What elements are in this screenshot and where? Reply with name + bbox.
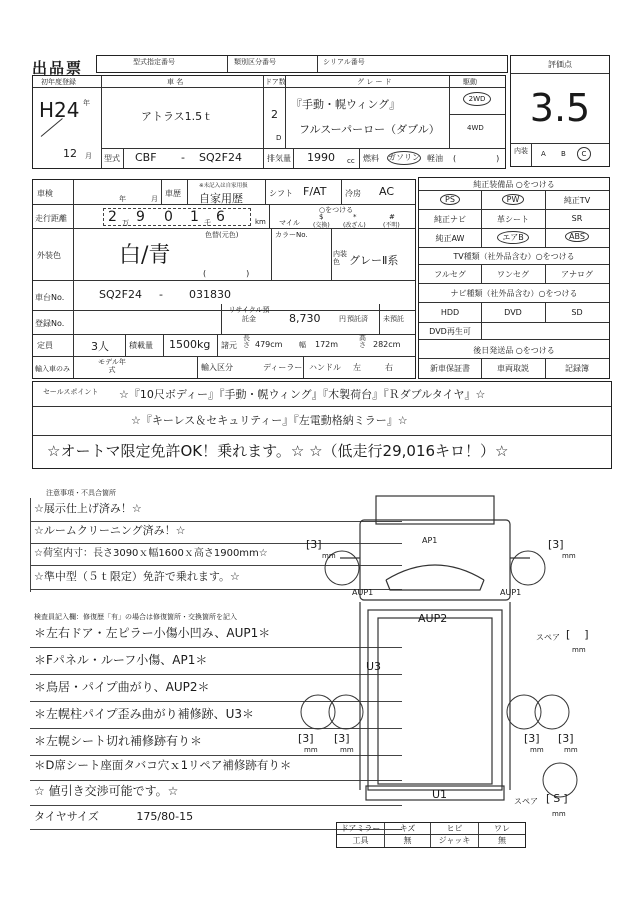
width-value: 172m <box>315 340 339 349</box>
capacity-label: 定員 <box>37 341 53 350</box>
handle-label: ハンドル <box>309 363 341 372</box>
recycle-deposited: 預託済 <box>347 315 368 323</box>
score-value: 3.5 <box>529 86 591 130</box>
tv-analog: アナログ <box>561 270 593 279</box>
grade-line2: フルスーパーロー（ダブル） <box>299 123 440 136</box>
load-value: 1500kg <box>169 338 211 351</box>
inspector-label: 検査員記入欄：修復歴「有」の場合は修復箇所・交換箇所を記入 <box>34 613 237 621</box>
sales-line-1: ☆『10尺ボディー』『手動・幌ウィング』『木製荷台』『Ｒダブルタイヤ』☆ <box>119 388 486 401</box>
history-value: 自家用歴 <box>199 192 243 205</box>
spare-value-1: [ ] <box>566 628 589 641</box>
later-title: 後日発送品 ○をつける <box>473 346 555 355</box>
model-year-label: モデル年式 <box>98 358 126 374</box>
tools-cell: ジャッキ <box>431 835 479 847</box>
model-row <box>101 148 505 168</box>
mileage-circle-note: ○をつける <box>319 206 354 214</box>
dims-label: 諸元 <box>221 341 237 350</box>
mileage-digit: 9 <box>136 209 145 225</box>
tv-title: TV種類（社外品含む）○をつける <box>453 252 575 261</box>
mm-unit: mm <box>340 746 354 754</box>
mileage-label: 走行距離 <box>35 214 67 223</box>
ac-value: AC <box>379 185 395 198</box>
mileage-digit: 2 <box>108 209 117 225</box>
color-original-label: 色替(元色) <box>205 231 239 239</box>
interior-color-value: グレーⅡ系 <box>349 254 399 267</box>
equip-leather: 革シート <box>497 215 529 224</box>
inspector-item: ☆ 値引き交渉可能です。☆ <box>30 782 402 806</box>
sales-line-2: ☆『キーレス＆セキュリティー』『左電動格納ミラー』☆ <box>131 414 408 427</box>
diag-u1: U1 <box>432 788 448 801</box>
dash-line <box>386 580 484 590</box>
car-name-label: 車 名 <box>167 78 184 86</box>
first-reg-year: H24 <box>39 98 80 122</box>
inspector-item: ＊D席シート座面タバコ穴ｘ1リペア補修跡有り＊ <box>30 757 402 781</box>
sales-points-label: セールスポイント <box>43 388 99 396</box>
grade-line1: 『手動・幌ウィング』 <box>291 98 401 111</box>
tools-header: ワレ <box>494 824 510 833</box>
fuel-diesel: 軽油 <box>427 154 443 163</box>
tire-size: 175/80-15 <box>136 810 194 823</box>
drive-4wd: 4WD <box>467 124 484 132</box>
equip-ps: PS <box>440 194 460 205</box>
height-value: 282cm <box>373 340 401 349</box>
later-warranty: 新車保証書 <box>430 364 470 373</box>
mileage-box <box>103 208 251 226</box>
nav-title: ナビ種類（社外品含む）○をつける <box>450 289 578 298</box>
note-item: ☆荷室内寸：長さ3090ｘ幅1600ｘ高さ1900mm☆ <box>30 544 402 566</box>
equip-nav: 純正ナビ <box>434 215 466 224</box>
tread-rear-right-inner: [3] <box>524 732 540 745</box>
color-paren: ( ) <box>203 269 250 278</box>
tire-rear-right-outer <box>535 695 569 729</box>
drive-label: 駆動 <box>463 78 477 86</box>
doors-label: ドア数 <box>265 78 286 86</box>
later-manual: 車両取説 <box>497 364 529 373</box>
equipment-title: 純正装備品 ○をつける <box>473 180 555 189</box>
tools-header: ヒビ <box>431 823 479 834</box>
nav-sd: SD <box>571 308 583 317</box>
sales-points-box <box>32 381 612 469</box>
history-label: 車歴 <box>165 189 181 198</box>
width-label: 幅 <box>299 341 306 349</box>
cab-outline <box>360 520 510 600</box>
mileage-opt-exchange-note: (交換) <box>313 222 330 229</box>
nav-dvd: DVD <box>504 308 522 317</box>
interior-label: 内装 <box>514 147 528 155</box>
inspection-label: 車検 <box>37 189 53 198</box>
cargo-bed-outline <box>368 610 502 790</box>
notes-label: 注意事項・不具合箇所 <box>46 489 116 497</box>
mileage-digit: 0 <box>164 209 173 225</box>
capacity-value: 3人 <box>91 340 109 353</box>
specs-grid <box>32 179 416 379</box>
doors-value: 2 <box>271 108 278 121</box>
fuel-gasoline: ガソリン <box>387 151 421 165</box>
tread-front-left: [3] <box>306 538 322 551</box>
chassis-model: SQ2F24 <box>99 288 142 301</box>
recycle-value: 8,730 <box>289 312 321 325</box>
mileage-opt-unknown-note: (不明) <box>383 222 400 229</box>
mileage-digit: 1 <box>190 209 199 225</box>
registration-label: 登録No. <box>35 319 65 328</box>
length-value: 479cm <box>255 340 283 349</box>
tools-cell: 工具 <box>337 835 385 847</box>
note-item: ☆ルームクリーニング済み！☆ <box>30 522 402 544</box>
tire-rear-left-inner <box>329 695 363 729</box>
color-code-label: カラーNo. <box>275 231 308 239</box>
mileage-unit: km <box>255 218 266 226</box>
spare-label: スペア <box>514 797 538 806</box>
equipment-panel <box>418 177 610 379</box>
tire-label: タイヤサイズ <box>34 810 99 823</box>
mileage-opt-exchange: $ <box>319 213 324 221</box>
mm-unit: mm <box>564 746 578 754</box>
inspection-year-unit: 年 <box>119 195 126 203</box>
fuel-other: ( ) <box>453 154 500 163</box>
inspector-item: ＊左幌シート切れ補修跡有り＊ <box>30 732 402 756</box>
doors-suffix: D <box>276 134 282 142</box>
model-type-no-label: 型式指定番号 <box>133 58 175 66</box>
diag-ap1: AP1 <box>422 536 438 545</box>
inspection-month-unit: 月 <box>151 195 158 203</box>
mm-unit: mm <box>304 746 318 754</box>
sales-line-3: ☆オートマ限定免許OK！乗れます。☆ ☆（低走行29,016キロ！）☆ <box>47 442 509 460</box>
equip-tv: 純正TV <box>563 196 591 205</box>
load-label: 積載量 <box>129 341 153 350</box>
inspector-item: ＊左幌柱パイプ歪み曲がり補修跡、U3＊ <box>30 705 402 729</box>
diag-u3: U3 <box>366 660 382 673</box>
month-unit: 月 <box>85 152 92 160</box>
score-box <box>510 55 610 167</box>
tire-front-right <box>511 551 545 585</box>
tread-rear-right-outer: [3] <box>558 732 574 745</box>
mm-unit: mm <box>562 552 576 560</box>
serial-label: シリアル番号 <box>323 58 365 66</box>
mm-unit: mm <box>322 552 336 560</box>
year-unit: 年 <box>83 99 90 107</box>
grade-label: グ レ ー ド <box>357 78 392 86</box>
first-reg-month: 12 <box>63 147 77 160</box>
inspector-item: ＊左右ドア・左ピラー小傷小凹み、AUP1＊ <box>30 624 402 648</box>
tire-rear-left-outer <box>301 695 335 729</box>
handle-right: 右 <box>385 363 393 372</box>
tools-cell: 無 <box>498 836 506 845</box>
first-reg-label: 初年度登録 <box>41 78 76 86</box>
mileage-sen: 千 <box>204 219 211 227</box>
tread-front-right: [3] <box>548 538 564 551</box>
tools-header: ドアミラー <box>337 823 385 834</box>
nav-hdd: HDD <box>440 308 460 317</box>
tread-rear-left-outer: [3] <box>298 732 314 745</box>
equip-aw: 純正AW <box>435 234 465 243</box>
fuel-label: 燃料 <box>363 154 379 163</box>
mileage-opt-unknown: # <box>389 213 395 221</box>
model-code: SQ2F24 <box>199 151 242 164</box>
mileage-opt-mile: マイル <box>279 219 300 227</box>
note-item: ☆展示仕上げ済み！☆ <box>30 500 402 522</box>
dvd-playback: DVD再生可 <box>429 327 471 336</box>
drive-box <box>449 76 505 148</box>
recycle-not-deposited: 未預託 <box>383 315 404 323</box>
displacement-value: 1990 <box>307 151 335 164</box>
chassis-label: 車台No. <box>35 293 65 302</box>
tire-rear-right-inner <box>507 695 541 729</box>
recycle-label: リサイクル預託金 <box>228 306 270 323</box>
interior-grade-b: B <box>561 150 566 158</box>
chassis-number: 031830 <box>189 288 231 301</box>
mm-unit: mm <box>530 746 544 754</box>
chassis-dash: - <box>159 288 163 301</box>
model-dash: - <box>181 151 185 164</box>
note-item: ☆準中型（５ｔ限定）免許で乗れます。☆ <box>30 568 402 590</box>
windshield <box>386 565 484 580</box>
page-title: 出品票 <box>32 59 84 77</box>
mm-unit: mm <box>572 646 586 654</box>
ac-label: 冷房 <box>345 189 361 198</box>
interior-grade-c: C <box>577 147 591 161</box>
id-number-row <box>96 55 508 73</box>
interior-grade-a: A <box>541 150 546 158</box>
cargo-bed-inner <box>378 618 492 784</box>
inspector-item: ＊Fパネル・ルーフ小傷、AP1＊ <box>30 651 402 675</box>
tools-cell: 無 <box>385 835 431 847</box>
diag-aup2: AUP2 <box>418 612 448 625</box>
drive-2wd: 2WD <box>463 92 491 106</box>
inspector-item: ＊鳥居・パイプ曲がり、AUP2＊ <box>30 678 402 702</box>
history-note: ※未記入は自家用扱 <box>199 183 248 189</box>
equip-pw: PW <box>502 194 525 205</box>
import-type-label: 輸入区分 <box>201 363 233 372</box>
car-info-block <box>32 75 506 169</box>
spare-label: スペア <box>536 633 560 642</box>
spare-value-2: [ S ] <box>546 792 568 805</box>
tools-header: キズ <box>385 823 431 834</box>
tools-table <box>336 822 526 848</box>
equip-abs: ABS <box>565 231 589 242</box>
model-prefix: CBF <box>135 151 157 164</box>
dealer-label: ディーラー <box>263 363 303 372</box>
mileage-opt-altered-note: (改ざん) <box>343 222 366 229</box>
length-label: 長さ <box>243 334 250 349</box>
displacement-unit: cc <box>347 157 355 165</box>
mileage-man: 万 <box>122 219 129 227</box>
equip-sr: SR <box>571 214 583 223</box>
mileage-opt-altered: * <box>353 213 357 221</box>
color-value: 白/青 <box>119 243 171 268</box>
diag-aup1-left: AUP1 <box>352 588 374 597</box>
score-label: 評価点 <box>548 60 572 69</box>
later-records: 記録簿 <box>565 364 589 373</box>
shift-value: F/AT <box>303 185 327 198</box>
tv-oneseg: ワンセグ <box>497 270 529 279</box>
tread-rear-left-inner: [3] <box>334 732 350 745</box>
height-label: 高さ <box>359 334 366 349</box>
mileage-digit: 6 <box>216 209 225 225</box>
shift-label: シフト <box>269 189 293 198</box>
equip-airbag: エアB <box>497 231 529 244</box>
handle-left: 左 <box>353 363 361 372</box>
car-name: アトラス1.5ｔ <box>141 110 214 123</box>
import-label: 輸入車のみ <box>35 365 70 373</box>
class-code-label: 類別区分番号 <box>234 58 276 66</box>
model-label: 型式 <box>104 154 120 163</box>
recycle-unit: 円 <box>339 315 346 323</box>
displacement-label: 排気量 <box>267 154 291 163</box>
diag-aup1-right: AUP1 <box>500 588 522 597</box>
interior-color-label: 内装色 <box>333 250 347 266</box>
color-label: 外装色 <box>37 251 61 260</box>
mm-unit: mm <box>552 810 566 818</box>
tv-fullseg: フルセグ <box>434 270 466 279</box>
